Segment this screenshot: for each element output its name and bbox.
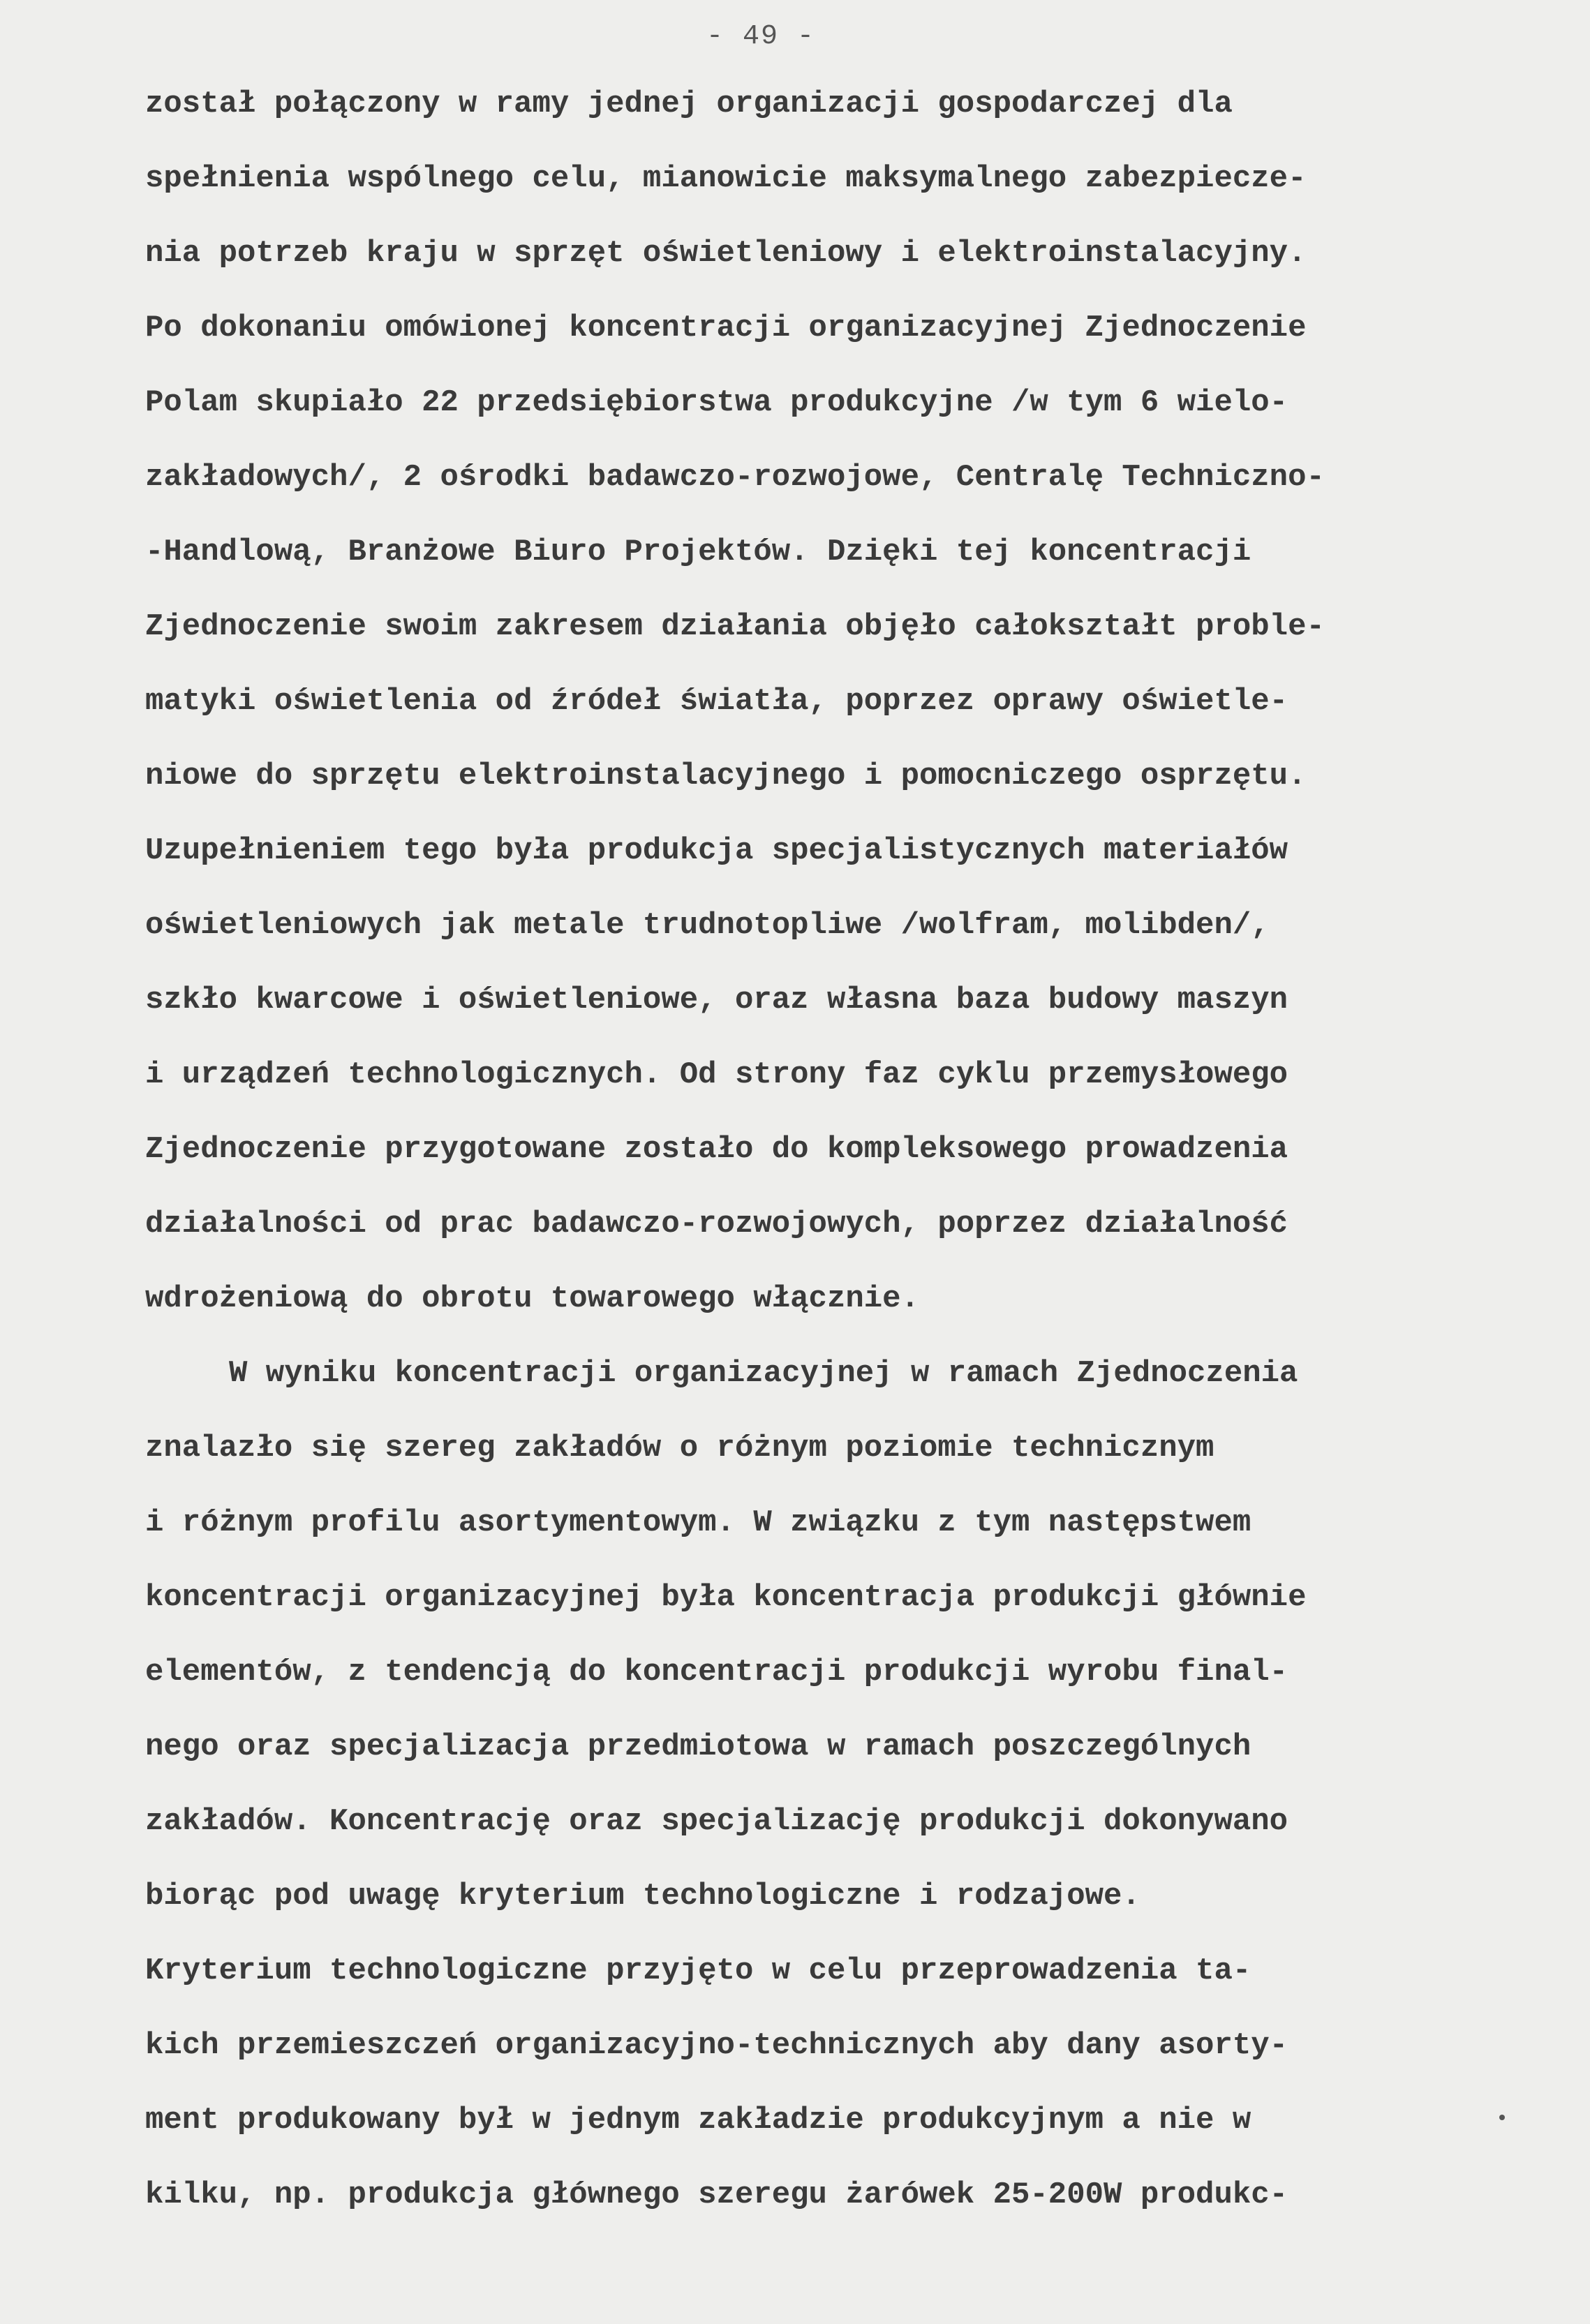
text-line: i różnym profilu asortymentowym. W związku z tym następstwem <box>145 1505 1251 1540</box>
text-line: nego oraz specjalizacja przedmiotowa w ramach poszczególnych <box>145 1729 1251 1764</box>
text-line: szkło kwarcowe i oświetleniowe, oraz własna baza budowy maszyn <box>145 983 1288 1018</box>
text-line: Zjednoczenie przygotowane zostało do kompleksowego prowadzenia <box>145 1132 1288 1167</box>
text-line: kilku, np. produkcja głównego szeregu żarówek 25-200W produkc- <box>145 2177 1288 2212</box>
paragraph-start-line: W wyniku koncentracji organizacyjnej w ramach Zjednoczenia <box>229 1356 1298 1391</box>
text-line: wdrożeniową do obrotu towarowego włącznie. <box>145 1281 919 1316</box>
page-number: - 49 - <box>706 21 816 52</box>
text-line: ment produkowany był w jednym zakładzie produkcyjnym a nie w <box>145 2103 1251 2138</box>
text-line: niowe do sprzętu elektroinstalacyjnego i pomocniczego osprzętu. <box>145 759 1307 794</box>
text-line: matyki oświetlenia od źródeł światła, poprzez oprawy oświetle- <box>145 684 1288 719</box>
text-line: zakładów. Koncentrację oraz specjalizację produkcji dokonywano <box>145 1804 1288 1839</box>
text-line: nia potrzeb kraju w sprzęt oświetleniowy i elektroinstalacyjny. <box>145 236 1307 271</box>
text-line: zakładowych/, 2 ośrodki badawczo-rozwojowe, Centralę Techniczno- <box>145 460 1325 495</box>
margin-dot-mark <box>1499 2115 1505 2120</box>
text-line: koncentracji organizacyjnej była koncentracja produkcji głównie <box>145 1580 1307 1615</box>
text-line: Kryterium technologiczne przyjęto w celu przeprowadzenia ta- <box>145 1953 1251 1988</box>
text-line: działalności od prac badawczo-rozwojowych, poprzez działalność <box>145 1207 1288 1242</box>
text-line: Po dokonaniu omówionej koncentracji organizacyjnej Zjednoczenie <box>145 311 1307 345</box>
text-line: -Handlową, Branżowe Biuro Projektów. Dzięki tej koncentracji <box>145 535 1251 569</box>
text-line: biorąc pod uwagę kryterium technologiczne i rodzajowe. <box>145 1879 1141 1914</box>
text-line: spełnienia wspólnego celu, mianowicie maksymalnego zabezpiecze- <box>145 161 1307 196</box>
text-line: i urządzeń technologicznych. Od strony faz cyklu przemysłowego <box>145 1057 1288 1092</box>
text-line: kich przemieszczeń organizacyjno-technicznych aby dany asorty- <box>145 2028 1288 2063</box>
text-line: Polam skupiało 22 przedsiębiorstwa produkcyjne /w tym 6 wielo- <box>145 385 1288 420</box>
text-line: znalazło się szereg zakładów o różnym poziomie technicznym <box>145 1431 1214 1466</box>
text-line: elementów, z tendencją do koncentracji produkcji wyrobu final- <box>145 1655 1288 1690</box>
text-line: Uzupełnieniem tego była produkcja specjalistycznych materiałów <box>145 833 1288 868</box>
text-line: został połączony w ramy jednej organizacji gospodarczej dla <box>145 87 1233 121</box>
text-line: oświetleniowych jak metale trudnotopliwe /wolfram, molibden/, <box>145 908 1270 943</box>
text-line: Zjednoczenie swoim zakresem działania objęło całokształt proble- <box>145 609 1325 644</box>
